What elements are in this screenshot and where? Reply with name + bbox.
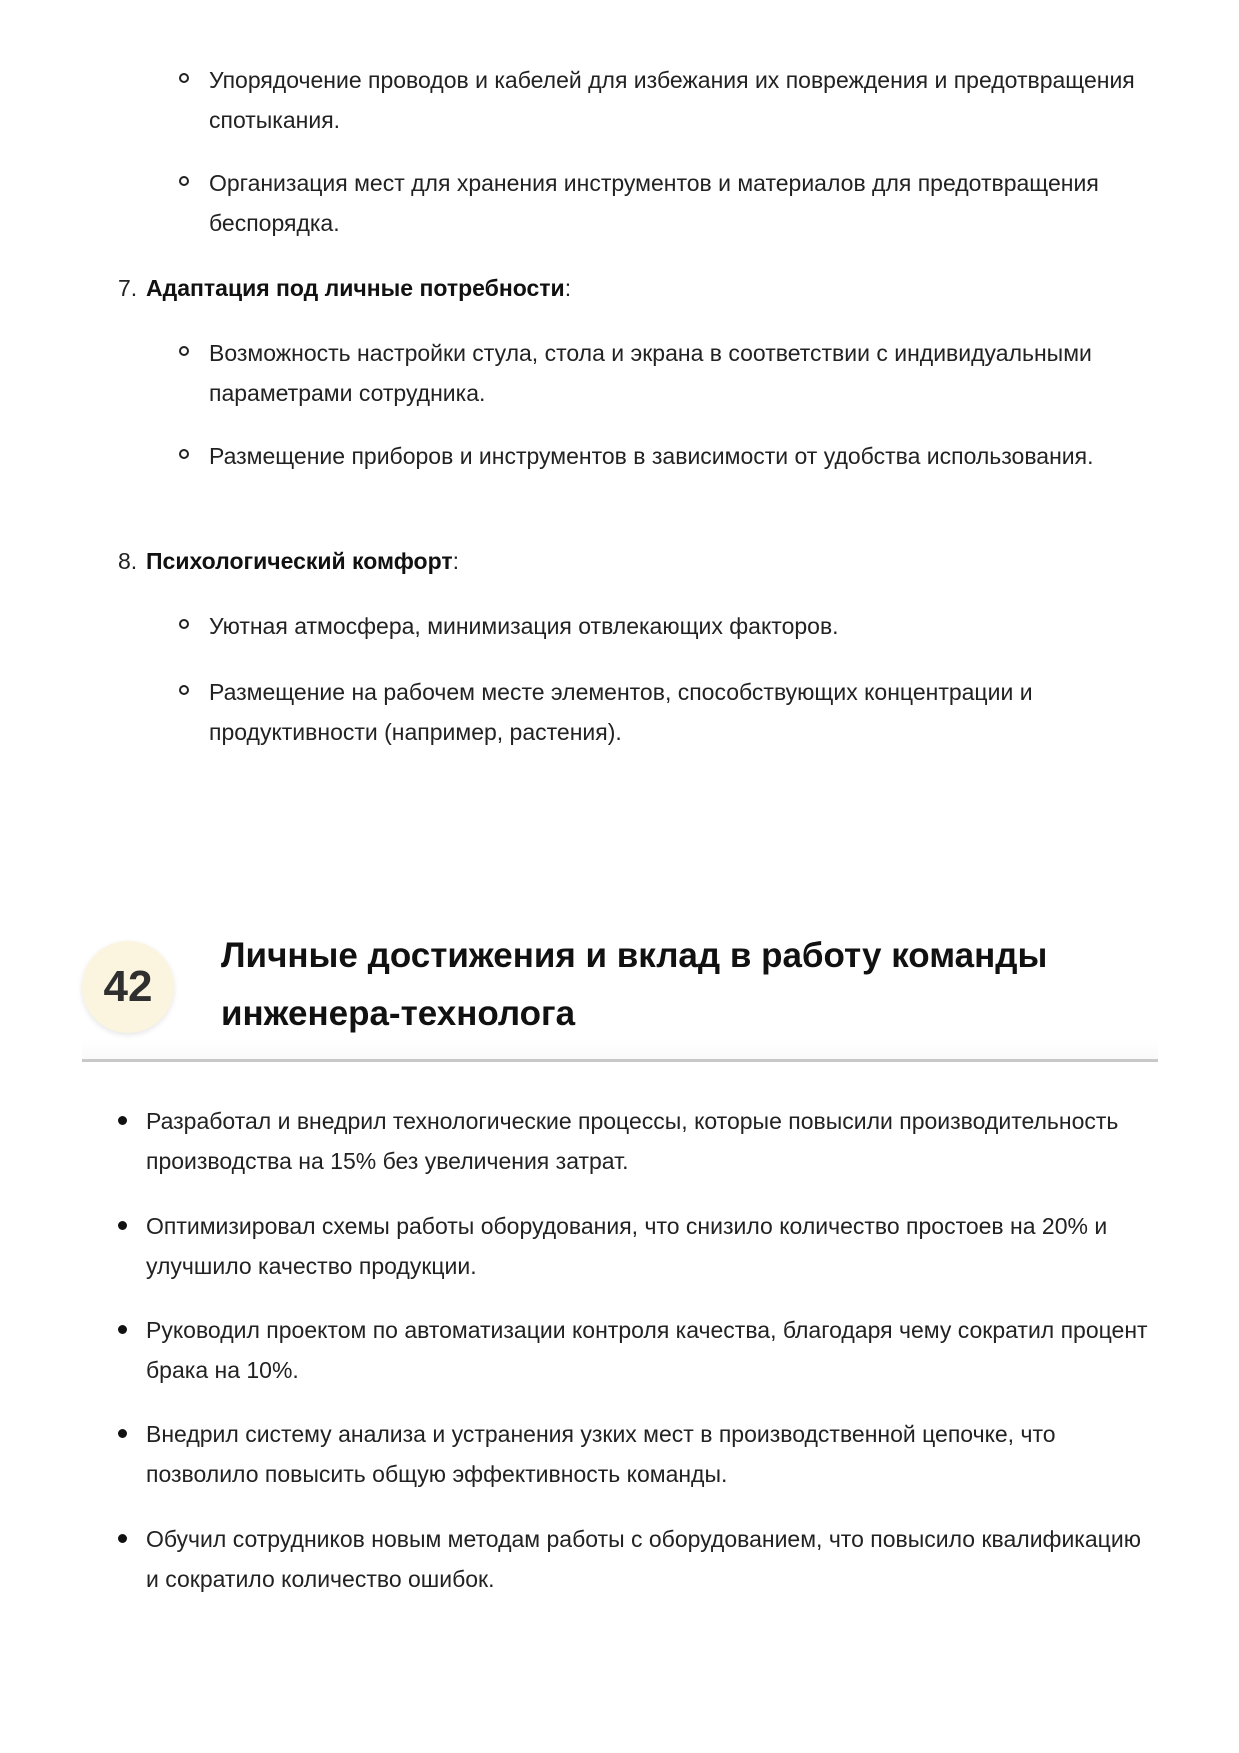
bullet-icon: [118, 1429, 127, 1438]
list-item-text: Внедрил систему анализа и устранения узких мест в производственной цепочке, что позволило повысить общую эффективность команды.: [146, 1421, 1056, 1487]
list-item-text: Руководил проектом по автоматизации контроля качества, благодаря чему сократил процент брака на 10%.: [146, 1317, 1148, 1383]
item-title: Психологический комфорт: [146, 548, 453, 574]
bullet-icon: [118, 1325, 127, 1334]
list-item-text: Размещение приборов и инструментов в зависимости от удобства использования.: [209, 443, 1094, 469]
item-number: 7.: [118, 275, 138, 301]
circle-bullet-icon: [179, 685, 189, 695]
item-suffix: :: [564, 275, 572, 301]
chapter-header: [82, 923, 1158, 1062]
circle-bullet-icon: [179, 176, 189, 186]
circle-bullet-icon: [179, 73, 189, 83]
bullet-icon: [118, 1534, 127, 1543]
list-item-text: Упорядочение проводов и кабелей для избежания их повреждения и предотвращения спотыкания.: [209, 67, 1135, 133]
list-item-text: Оптимизировал схемы работы оборудования, что снизило количество простоев на 20% и улучшило качество продукции.: [146, 1213, 1108, 1279]
circle-bullet-icon: [179, 449, 189, 459]
list-item-text: Разработал и внедрил технологические процессы, которые повысили производительность производства на 15% без увеличения затрат.: [146, 1108, 1119, 1174]
item-number: 8.: [118, 548, 138, 574]
chapter-number-badge: 42: [82, 941, 174, 1033]
bullet-icon: [118, 1116, 127, 1125]
item-suffix: :: [452, 548, 459, 574]
list-item-text: Размещение на рабочем месте элементов, способствующих концентрации и продуктивности (например, растения).: [209, 679, 1033, 745]
numbered-item-7: [118, 268, 1118, 308]
circle-bullet-icon: [179, 346, 189, 356]
list-item-text: Организация мест для хранения инструментов и материалов для предотвращения беспорядка.: [209, 170, 1099, 236]
circle-bullet-icon: [179, 619, 189, 629]
chapter-title: Личные достижения и вклад в работу команды инженера-технолога: [221, 936, 1048, 1033]
bullet-icon: [118, 1221, 127, 1230]
list-item-text: Уютная атмосфера, минимизация отвлекающих факторов.: [209, 613, 839, 639]
item-title: Адаптация под личные потребности: [146, 275, 565, 301]
list-item-text: Возможность настройки стула, стола и экрана в соответствии с индивидуальными параметрами сотрудника.: [209, 340, 1092, 406]
numbered-item-8: [118, 541, 1118, 581]
list-item-text: Обучил сотрудников новым методам работы с оборудованием, что повысило квалификацию и сократило количество ошибок.: [146, 1526, 1141, 1592]
